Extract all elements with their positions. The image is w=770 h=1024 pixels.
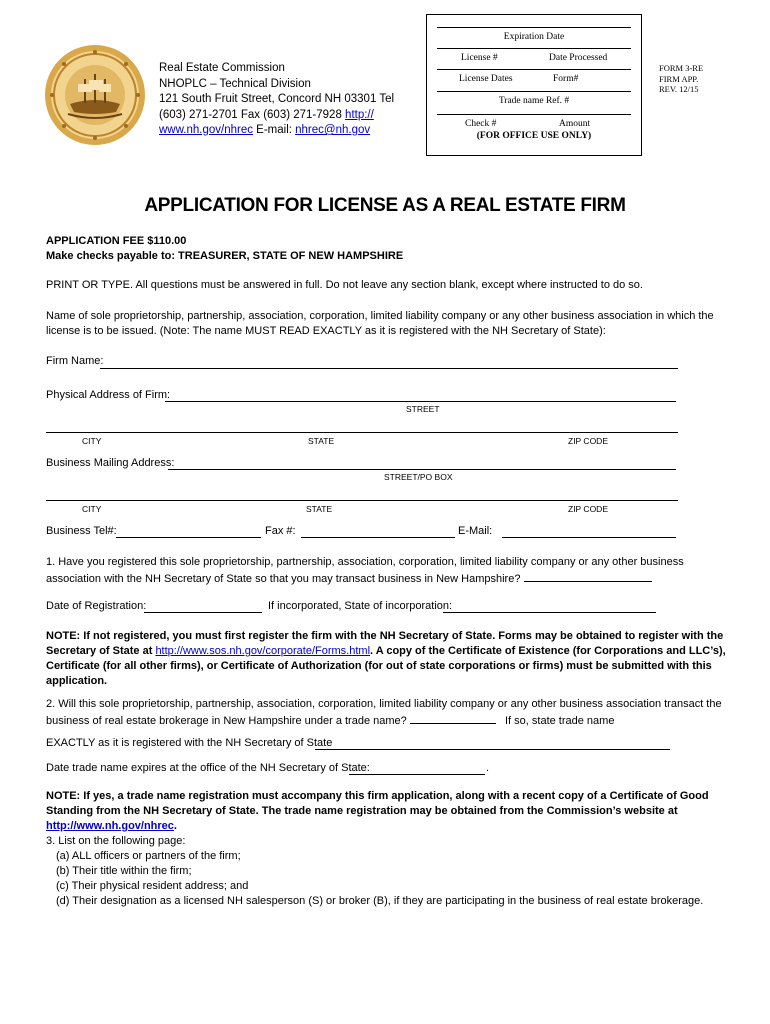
fax-field[interactable] — [301, 537, 455, 538]
form-id-line: FORM 3-RE — [659, 63, 704, 73]
office-use-box — [426, 14, 642, 156]
trade-name-prompt: If so, state trade name — [505, 715, 615, 727]
org-address-block — [159, 61, 394, 139]
trade-expires-period: . — [486, 762, 490, 774]
city-caption: CITY — [82, 436, 102, 446]
note-registration — [46, 629, 736, 689]
firm-name-field[interactable] — [100, 368, 678, 369]
question-1-answer-field[interactable] — [524, 570, 652, 582]
email-link[interactable]: nhrec@nh.gov — [295, 124, 371, 136]
physical-street-field[interactable] — [165, 401, 676, 402]
payable-to: Make checks payable to: TREASURER, STATE OF NEW HAMPSHIRE — [46, 250, 404, 262]
website-link-part[interactable]: http:// — [345, 108, 374, 121]
street-po-caption: STREET/PO BOX — [384, 472, 453, 482]
date-registration-field[interactable] — [144, 612, 262, 613]
email-field-label: E-Mail: — [458, 525, 493, 537]
state-incorporation-field[interactable] — [443, 612, 656, 613]
trade-expires-field[interactable] — [349, 774, 485, 775]
license-no-label: License # — [461, 53, 498, 63]
question-1 — [46, 555, 736, 587]
state-incorporation-label: If incorporated, State of incorporation: — [268, 600, 453, 612]
trade-name-ref-label: Trade name Ref. # — [498, 96, 570, 106]
license-dates-label: License Dates — [459, 74, 513, 84]
website-link[interactable]: www.nh.gov/nhrec — [159, 124, 253, 136]
note-1-text-b: . A copy of the Certificate of Existence (for Corporations and LLC’s), Certificate (for all other firms), or Certificate of Authorization (for out of state corporations or firms) must be submitted with this application. — [46, 645, 726, 687]
application-fee: APPLICATION FEE $110.00 — [46, 235, 187, 247]
office-use-only-label: (FOR OFFICE USE ONLY) — [476, 131, 592, 141]
question-2-text: 2. Will this sole proprietorship, partnership, association, corporation, limited liability company or any other business association transact the business of real estate brokerage in New Hampshire under a trade name? — [46, 698, 722, 727]
question-3-item: (b) Their title within the firm; — [56, 865, 192, 877]
amount-label: Amount — [559, 119, 591, 129]
org-line-5 — [159, 123, 394, 139]
business-tel-field[interactable] — [116, 537, 261, 538]
trade-name-field[interactable] — [315, 749, 670, 750]
note-1-text-a: NOTE: If not registered, you must first register the firm with the NH Secretary of State. Forms may be obtained to register with the Secretary of State at — [46, 630, 724, 657]
instructions: PRINT OR TYPE. All questions must be answered in full. Do not leave any section blank, except where instructed to do so. — [46, 279, 643, 291]
state-caption: STATE — [308, 436, 335, 446]
street-caption: STREET — [406, 404, 440, 414]
name-instructions: Name of sole proprietorship, partnership, association, corporation, limited liability company or any other business association in which the license is to be issued. (Note: The name MUST READ EXACTLY as it is registered with the NH Secretary of State): — [46, 310, 714, 337]
phone-fax-text: (603) 271-2701 Fax (603) 271-7928 — [159, 108, 346, 121]
question-1-text: 1. Have you registered this sole proprietorship, partnership, association, corporation, limited liability company or any other business association with the NH Secretary of State so that you may transact business in New Hampshire? — [46, 556, 684, 585]
form-id — [659, 63, 703, 95]
fax-label: Fax #: — [265, 525, 296, 537]
org-line-4 — [159, 108, 394, 124]
nhrec-website-link[interactable]: http://www.nh.gov/nhrec — [46, 820, 174, 832]
question-3-item: (c) Their physical resident address; and — [56, 880, 249, 892]
org-line-2: NHOPLC – Technical Division — [159, 77, 311, 90]
state-seal — [44, 44, 146, 146]
form-id-line: REV. 12/15 — [659, 84, 699, 94]
mailing-street-field[interactable] — [168, 469, 676, 470]
note-2-text-a: NOTE: If yes, a trade name registration must accompany this firm application, along with a recent copy of a Certificate of Good Standing from the NH Secretary of State. The trade name registration may be obtained from the Commission’s website at — [46, 790, 709, 817]
zip-caption: ZIP CODE — [568, 436, 608, 446]
sos-forms-link[interactable]: http://www.sos.nh.gov/corporate/Forms.html — [155, 645, 371, 657]
email-field[interactable] — [502, 537, 676, 538]
physical-address-label: Physical Address of Firm: — [46, 389, 171, 401]
note-trade-name — [46, 789, 736, 834]
org-line-1: Real Estate Commission — [159, 62, 285, 74]
check-no-label: Check # — [465, 119, 497, 129]
question-2 — [46, 697, 736, 729]
question-3 — [46, 834, 736, 909]
firm-name-label: Firm Name: — [46, 355, 104, 367]
physical-city-state-zip-field[interactable] — [46, 432, 678, 433]
state-caption: STATE — [306, 504, 333, 514]
mailing-city-state-zip-field[interactable] — [46, 500, 678, 501]
page-title: APPLICATION FOR LICENSE AS A REAL ESTATE FIRM — [144, 195, 626, 216]
org-line-3: 121 South Fruit Street, Concord NH 03301 Tel — [159, 93, 395, 105]
question-3-item: (d) Their designation as a licensed NH salesperson (S) or broker (B), if they are participating in the business of real estate brokerage. — [56, 895, 704, 907]
business-tel-label: Business Tel#: — [46, 525, 117, 537]
expiration-date-label: Expiration Date — [503, 32, 565, 42]
form-id-line: FIRM APP. — [659, 73, 699, 84]
mailing-address-label: Business Mailing Address: — [46, 457, 175, 469]
question-3-heading: 3. List on the following page: — [46, 835, 186, 847]
form-no-label: Form# — [553, 74, 579, 84]
question-3-item: (a) ALL officers or partners of the firm; — [56, 850, 241, 862]
exactly-registered-label: EXACTLY as it is registered with the NH Secretary of State — [46, 737, 333, 749]
trade-expires-label: Date trade name expires at the office of the NH Secretary of State: — [46, 762, 370, 774]
email-label: E-mail: — [252, 124, 296, 136]
date-registration-label: Date of Registration: — [46, 600, 147, 612]
date-processed-label: Date Processed — [549, 53, 608, 63]
note-2-text-b: . — [173, 820, 177, 832]
zip-caption: ZIP CODE — [568, 504, 608, 514]
city-caption: CITY — [82, 504, 102, 514]
question-2-answer-field[interactable] — [410, 712, 496, 724]
